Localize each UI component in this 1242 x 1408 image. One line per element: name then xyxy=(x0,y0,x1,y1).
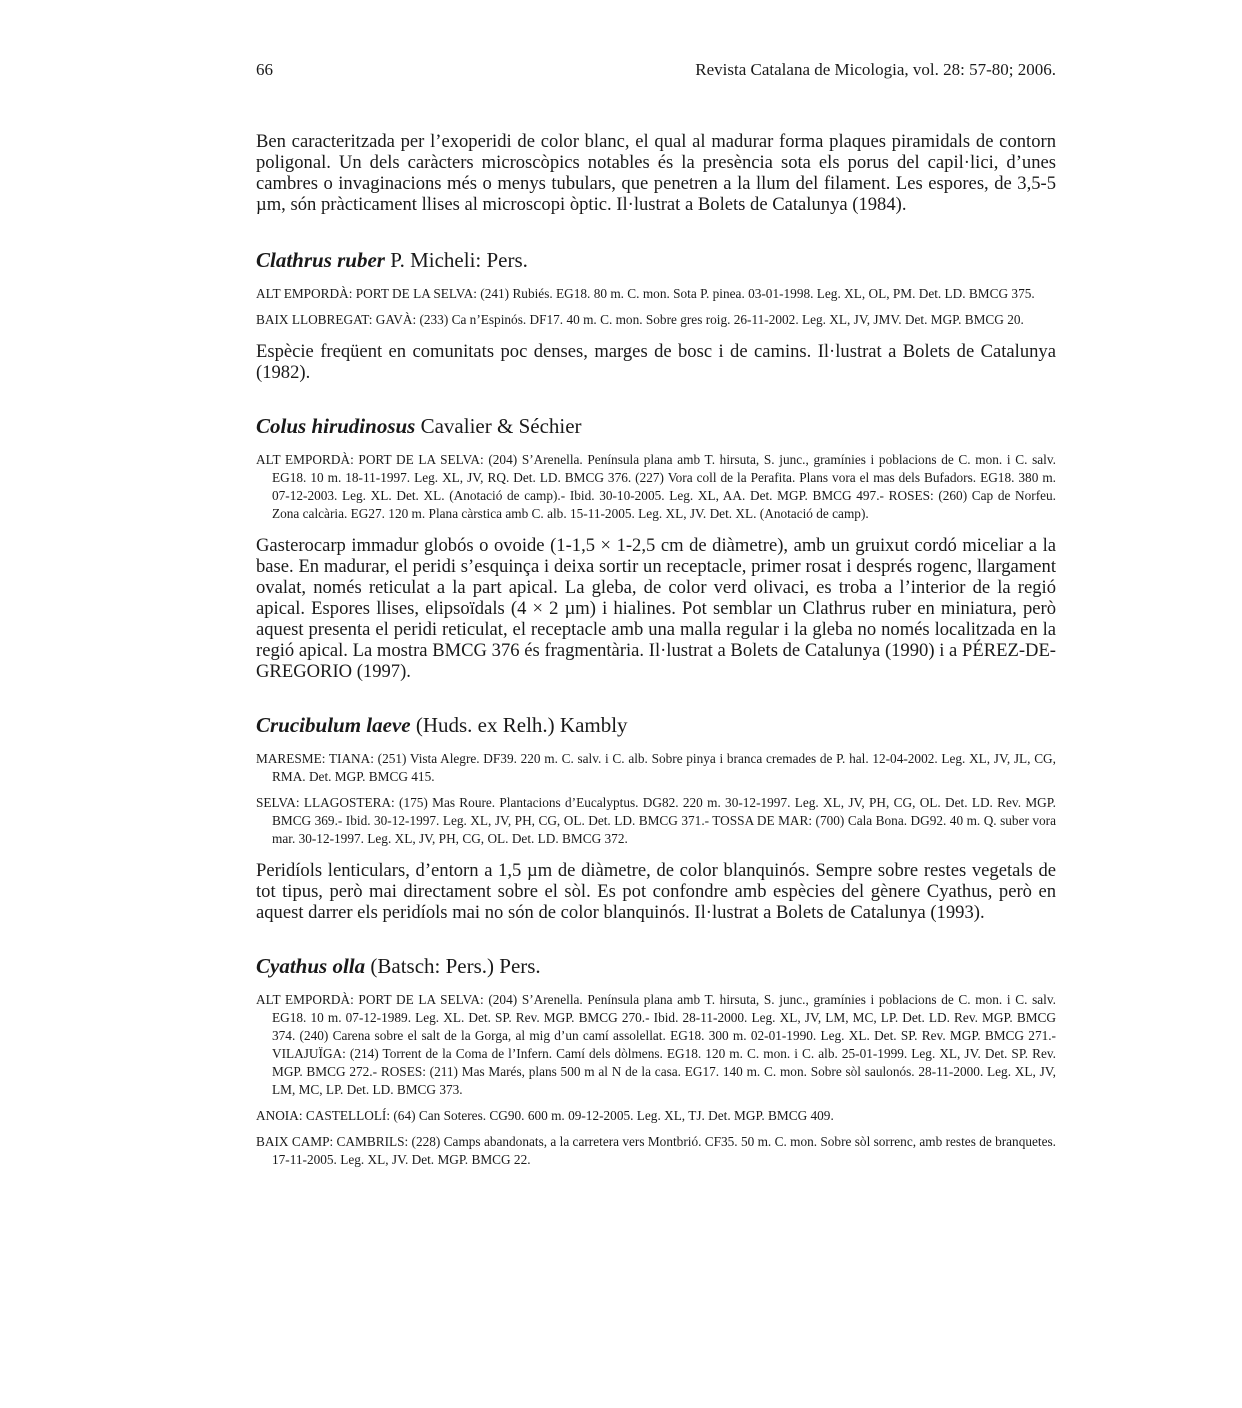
description-colus: Gasterocarp immadur globós o ovoide (1-1,5 × 1-2,5 cm de diàmetre), amb un gruixut cordó miceliar a la base. En madurar, el peridi s’esquinça i deixa sortir un receptacle, primer rosat i després rogenc, llargament ovalat, només reticulat a la part apical. La gleba, de color verd olivaci, es troba a l’interior de la regió apical. Espores llises, elipsoïdals (4 × 2 µm) i hialines. Pot semblar un Clathrus ruber en miniatura, però aquest presenta el peridi reticulat, el receptacle amb una malla regular i la gleba no només localitzada en la regió apical. La mostra BMCG 376 és fragmentària. Il·lustrat a Bolets de Catalunya (1990) i a PÉREZ-DE-GREGORIO (1997). xyxy=(256,535,1056,682)
record-clathrus-2: BAIX LLOBREGAT: GAVÀ: (233) Ca n’Espinós. DF17. 40 m. C. mon. Sobre gres roig. 26-11-2002. Leg. XL, JV, JMV. Det. MGP. BMCG 20. xyxy=(256,312,1024,327)
description-clathrus: Espècie freqüent en comunitats poc denses, marges de bosc i de camins. Il·lustrat a Bolets de Catalunya (1982). xyxy=(256,341,1056,383)
journal-citation: Revista Catalana de Micologia, vol. 28: 57-80; 2006. xyxy=(695,60,1056,79)
record-cyathus-3: BAIX CAMP: CAMBRILS: (228) Camps abandonats, a la carretera vers Montbrió. CF35. 50 m. C. mon. Sobre sòl sorrenc, amb restes de branquetes. 17-11-2005. Leg. XL, JV. Det. MGP. BMCG 22. xyxy=(256,1134,1056,1167)
record-crucibulum-2: SELVA: LLAGOSTERA: (175) Mas Roure. Plantacions d’Eucalyptus. DG82. 220 m. 30-12-1997. Leg. XL, JV, PH, CG, OL. Det. LD. Rev. MGP. BMCG 369.- Ibid. 30-12-1997. Leg. XL, JV, PH, CG, OL. Det. LD. BMCG 371.- TOSSA DE MAR: (700) Cala Bona. DG92. 40 m. Q. suber vora mar. 30-12-1997. Leg. XL, JV, PH, CG, OL. Det. LD. BMCG 372. xyxy=(256,795,1056,846)
species-heading-clathrus: Clathrus ruber P. Micheli: Pers. xyxy=(256,248,528,272)
species-heading-colus: Colus hirudinosus Cavalier & Séchier xyxy=(256,414,582,438)
species-heading-crucibulum: Crucibulum laeve (Huds. ex Relh.) Kambly xyxy=(256,713,628,737)
record-colus-1: ALT EMPORDÀ: PORT DE LA SELVA: (204) S’Arenella. Península plana amb T. hirsuta, S. junc., gramínies i poblacions de C. mon. i C. salv. EG18. 10 m. 18-11-1997. Leg. XL, JV, RQ. Det. LD. BMCG 376. (227) Vora coll de la Perafita. Plans vora el mas dels Bufadors. EG18. 380 m. 07-12-2003. Leg. XL. Det. XL. (Anotació de camp).- Ibid. 30-10-2005. Leg. XL, AA. Det. MGP. BMCG 497.- ROSES: (260) Cap de Norfeu. Zona calcària. EG27. 120 m. Plana càrstica amb C. alb. 15-11-2005. Leg. XL, JV. Det. XL. (Anotació de camp). xyxy=(256,452,1056,521)
paper-page xyxy=(256,60,1056,1169)
record-cyathus-1: ALT EMPORDÀ: PORT DE LA SELVA: (204) S’Arenella. Península plana amb T. hirsuta, S. junc., gramínies i poblacions de C. mon. i C. salv. EG18. 10 m. 07-12-1989. Leg. XL. Det. SP. Rev. MGP. BMCG 270.- Ibid. 28-11-2000. Leg. XL, JV, LM, MC, LP. Det. LD. Rev. MGP. BMCG 374. (240) Carena sobre el salt de la Gorga, al mig d’un camí assolellat. EG18. 300 m. 02-01-1990. Leg. XL. Det. SP. Rev. MGP. BMCG 271.- VILAJUÏGA: (214) Torrent de la Coma de l’Infern. Camí dels dòlmens. EG18. 120 m. C. mon. i C. alb. 25-01-1999. Leg. XL, JV. Det. SP. Rev. MGP. BMCG 272.- ROSES: (211) Mas Marés, plans 500 m al N de la casa. EG17. 140 m. C. mon. Sobre sòl saulonós. 28-11-2000. Leg. XL, JV, LM, MC, LP. Det. LD. BMCG 373. xyxy=(256,992,1056,1097)
description-crucibulum: Peridíols lenticulars, d’entorn a 1,5 µm de diàmetre, de color blanquinós. Sempre sobre restes vegetals de tot tipus, però mai directament sobre el sòl. Es pot confondre amb espècies del gènere Cyathus, però en aquest darrer els peridíols mai no són de color blanquinós. Il·lustrat a Bolets de Catalunya (1993). xyxy=(256,860,1056,923)
record-clathrus-1: ALT EMPORDÀ: PORT DE LA SELVA: (241) Rubiés. EG18. 80 m. C. mon. Sota P. pinea. 03-01-1998. Leg. XL, OL, PM. Det. LD. BMCG 375. xyxy=(256,286,1035,301)
record-crucibulum-1: MARESME: TIANA: (251) Vista Alegre. DF39. 220 m. C. salv. i C. alb. Sobre pinya i branca cremades de P. hal. 12-04-2002. Leg. XL, JV, JL, CG, RMA. Det. MGP. BMCG 415. xyxy=(256,751,1056,784)
record-cyathus-2: ANOIA: CASTELLOLÍ: (64) Can Soteres. CG90. 600 m. 09-12-2005. Leg. XL, TJ. Det. MGP. BMCG 409. xyxy=(256,1108,834,1123)
intro-paragraph: Ben caracteritzada per l’exoperidi de color blanc, el qual al madurar forma plaques piramidals de contorn poligonal. Un dels caràcters microscòpics notables és la presència sota els porus del capil·lici, d’unes cambres o invaginacions més o menys tubulars, que penetren a la llum del filament. Les espores, de 3,5-5 µm, són pràcticament llises al microscopi òptic. Il·lustrat a Bolets de Catalunya (1984). xyxy=(256,131,1056,215)
species-heading-cyathus: Cyathus olla (Batsch: Pers.) Pers. xyxy=(256,954,541,978)
page-number: 66 xyxy=(256,60,273,79)
running-header xyxy=(256,60,1056,80)
